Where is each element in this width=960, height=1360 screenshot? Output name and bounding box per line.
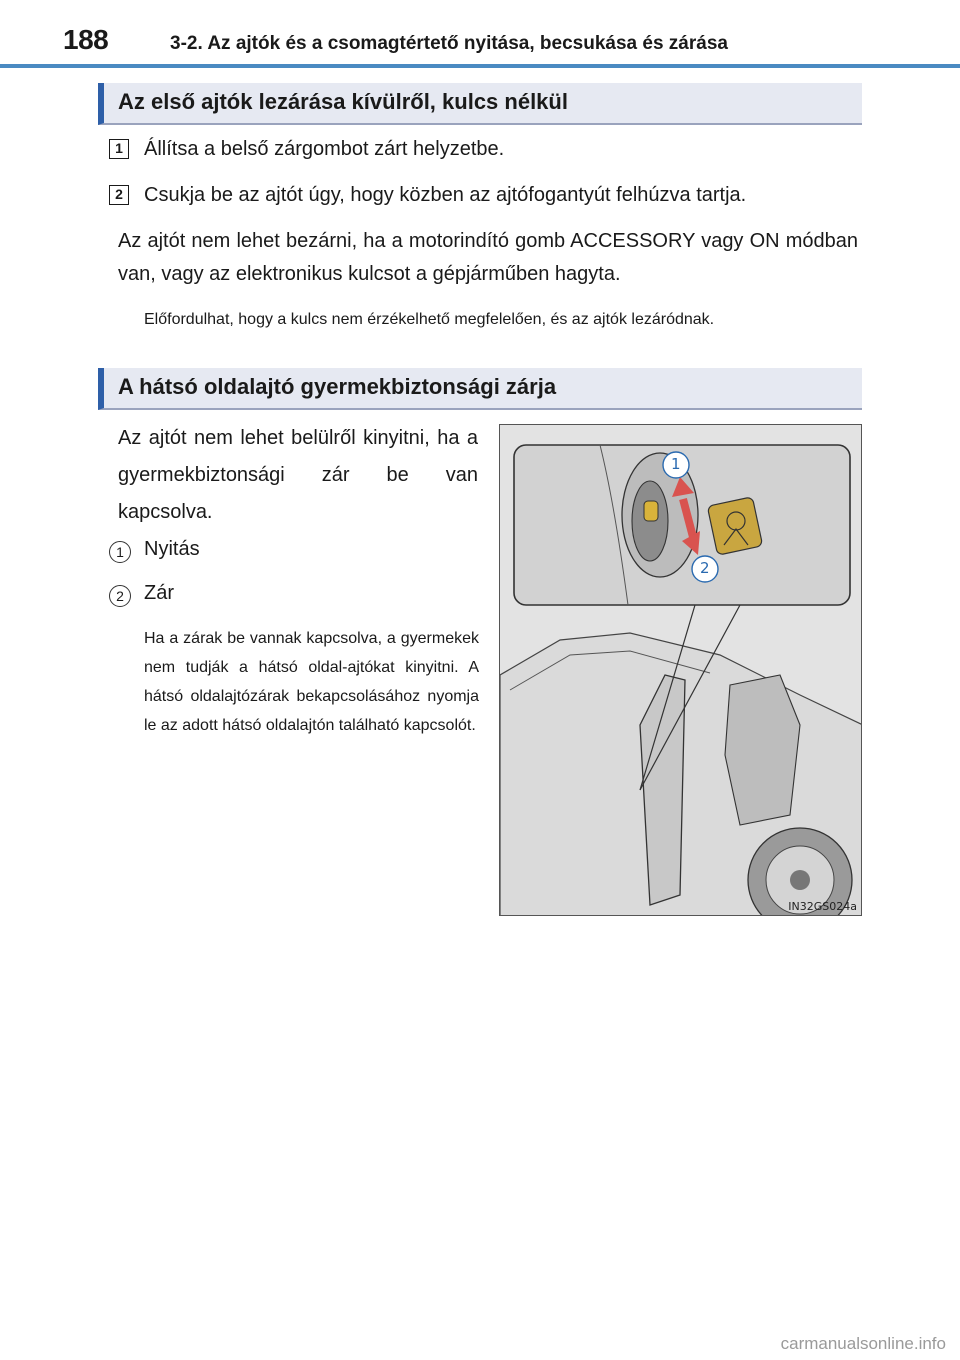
- item-2-label: Zár: [144, 582, 174, 604]
- child-lock-note: Ha a zárak be vannak kapcsolva, a gyermekek nem tudják a hátsó oldal-ajtókat kinyitni. A hátsó oldalajtózárak bekapcsolásához nyomja le az adott hátsó oldalajtón található kapcsolót.: [144, 630, 479, 734]
- page-number: 188: [63, 24, 109, 55]
- header-rule: [0, 64, 960, 68]
- step-2-text: Csukja be az ajtót úgy, hogy közben az ajtófogantyút felhúzva tartja.: [144, 184, 747, 206]
- watermark: carmanualsonline.info: [780, 1334, 946, 1353]
- step-1-badge: 1: [109, 139, 129, 159]
- step-1-text: Állítsa a belső zárgombot zárt helyzetbe.: [144, 138, 505, 160]
- callout-open: 1: [671, 455, 681, 473]
- section-heading-front-doors: [98, 83, 862, 125]
- section-title: A hátsó oldalajtó gyermekbiztonsági zárja: [118, 374, 557, 399]
- item-1-number: 1: [109, 541, 131, 563]
- chapter-title: 3-2. Az ajtók és a csomagtértető nyitása, becsukása és zárása: [170, 33, 728, 54]
- illustration-drawing: [500, 425, 862, 916]
- child-lock-illustration: [499, 424, 862, 916]
- child-lock-intro: Az ajtót nem lehet belülről kinyitni, ha a gyermekbiztonsági zár be van kapcsolva.: [118, 427, 478, 523]
- item-2-number: 2: [109, 585, 131, 607]
- step-2-badge: 2: [109, 185, 129, 205]
- figure-code: IN32GS024a: [788, 900, 857, 913]
- item-1-label: Nyitás: [144, 538, 200, 560]
- front-doors-note: Előfordulhat, hogy a kulcs nem érzékelhető megfelelően, és az ajtók lezáródnak.: [144, 311, 715, 328]
- page-header: [0, 0, 960, 68]
- section-title: Az első ajtók lezárása kívülről, kulcs nélkül: [118, 89, 568, 114]
- callout-lock: 2: [700, 559, 710, 577]
- section-heading-child-lock: [98, 368, 862, 410]
- front-doors-paragraph: Az ajtót nem lehet bezárni, ha a motorindító gomb ACCESSORY vagy ON módban van, vagy az elektronikus kulcsot a gépjárműben hagyta.: [118, 230, 858, 285]
